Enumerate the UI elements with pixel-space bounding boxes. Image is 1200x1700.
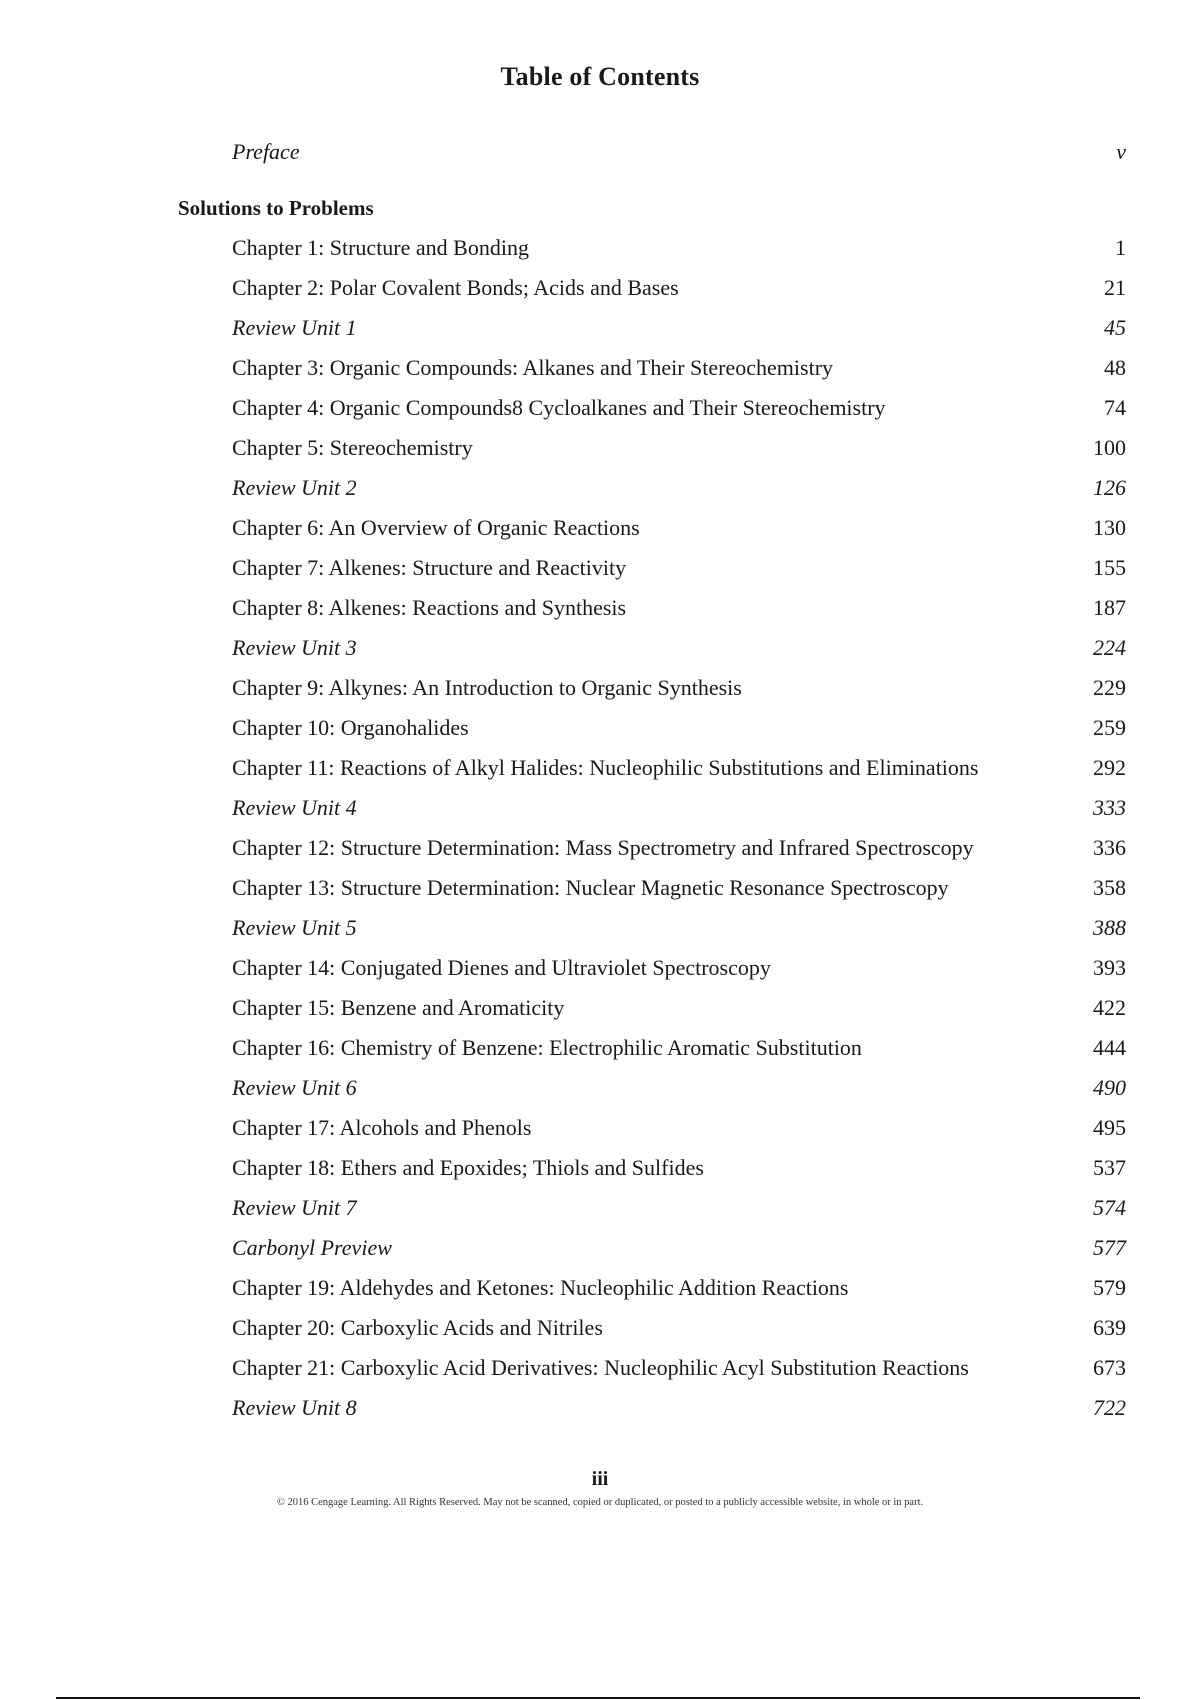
toc-entry-label: Review Unit 5 [232, 915, 357, 940]
toc-entry-page-number: 259 [1093, 715, 1126, 740]
toc-entry-page-number: 45 [1104, 315, 1126, 340]
toc-entry-page-number: 224 [1093, 635, 1126, 660]
toc-entry-label: Review Unit 7 [232, 1195, 357, 1220]
toc-entry-label: Chapter 20: Carboxylic Acids and Nitriles [232, 1315, 603, 1340]
toc-entry-page-number: 336 [1093, 835, 1126, 860]
toc-entry-page-number: 292 [1093, 755, 1126, 780]
toc-entry-label: Review Unit 4 [232, 795, 357, 820]
toc-entry-label: Chapter 14: Conjugated Dienes and Ultraviolet Spectroscopy [232, 955, 771, 980]
toc-entry [0, 1032, 1200, 1064]
toc-entry-label: Chapter 17: Alcohols and Phenols [232, 1115, 532, 1140]
toc-entry-label: Chapter 19: Aldehydes and Ketones: Nucleophilic Addition Reactions [232, 1275, 849, 1300]
toc-entry [0, 1392, 1200, 1424]
toc-entry-page-number: 358 [1093, 875, 1126, 900]
toc-entry [0, 752, 1200, 784]
toc-entry-page-number: 155 [1093, 555, 1126, 580]
toc-entry-label: Chapter 10: Organohalides [232, 715, 469, 740]
toc-entry [0, 272, 1200, 304]
toc-entry [0, 472, 1200, 504]
toc-entry-page-number: 229 [1093, 675, 1126, 700]
toc-entry-page-number: 722 [1093, 1395, 1126, 1420]
toc-entry-page-number: 639 [1093, 1315, 1126, 1340]
toc-entry-page-number: 422 [1093, 995, 1126, 1020]
toc-entry-page-number: 126 [1093, 475, 1126, 500]
toc-entry-label: Chapter 3: Organic Compounds: Alkanes and Their Stereochemistry [232, 355, 834, 380]
toc-entry-label: Chapter 11: Reactions of Alkyl Halides: Nucleophilic Substitutions and Eliminations [232, 755, 979, 780]
toc-entry-page-number: 21 [1104, 275, 1126, 300]
toc-entry [0, 672, 1200, 704]
toc-entry-page-number: 537 [1093, 1155, 1126, 1180]
toc-entry [0, 392, 1200, 424]
toc-entry [0, 872, 1200, 904]
section-heading: Solutions to Problems [178, 196, 374, 220]
toc-entry [0, 432, 1200, 464]
toc-entry-page-number: 48 [1104, 355, 1126, 380]
toc-entry [0, 632, 1200, 664]
toc-entry [0, 1192, 1200, 1224]
toc-entry-preface [0, 136, 1200, 168]
toc-entry-label: Review Unit 6 [232, 1075, 357, 1100]
toc-entry-page-number: 74 [1104, 395, 1126, 420]
toc-entry [0, 912, 1200, 944]
toc-entry-page-number: 333 [1093, 795, 1126, 820]
toc-entry [0, 1352, 1200, 1384]
toc-entry-label: Chapter 18: Ethers and Epoxides; Thiols and Sulfides [232, 1155, 704, 1180]
toc-entry-page-number: 100 [1093, 435, 1126, 460]
toc-entry-page-number: 130 [1093, 515, 1126, 540]
toc-entry [0, 1072, 1200, 1104]
toc-entry-label: Chapter 12: Structure Determination: Mass Spectrometry and Infrared Spectroscopy [232, 835, 974, 860]
toc-entry-label: Chapter 21: Carboxylic Acid Derivatives: Nucleophilic Acyl Substitution Reactions [232, 1355, 969, 1380]
toc-entry [0, 552, 1200, 584]
toc-entry [0, 1272, 1200, 1304]
toc-entry-label: Chapter 6: An Overview of Organic Reactions [232, 515, 640, 540]
toc-entry [0, 312, 1200, 344]
toc-entry [0, 512, 1200, 544]
toc-entry-page-number: 388 [1093, 915, 1126, 940]
copyright-notice: © 2016 Cengage Learning. All Rights Reserved. May not be scanned, copied or duplicated, or posted to a publicly accessible website, in whole or in part. [276, 1497, 924, 1508]
toc-entry [0, 712, 1200, 744]
toc-entry-page-number: 495 [1093, 1115, 1126, 1140]
toc-entry [0, 1312, 1200, 1344]
toc-entry [0, 992, 1200, 1024]
toc-entry-label: Chapter 5: Stereochemistry [232, 435, 473, 460]
page-folio: iii [591, 1468, 609, 1490]
toc-entry-page-number: 1 [1115, 235, 1126, 260]
toc-entry-label: Preface [232, 139, 300, 164]
toc-entry-page-number: 579 [1093, 1275, 1126, 1300]
toc-entry [0, 592, 1200, 624]
toc-entry-label: Chapter 13: Structure Determination: Nuclear Magnetic Resonance Spectroscopy [232, 875, 949, 900]
toc-entry-label: Chapter 9: Alkynes: An Introduction to Organic Synthesis [232, 675, 742, 700]
toc-entry-label: Chapter 2: Polar Covalent Bonds; Acids and Bases [232, 275, 679, 300]
toc-entry-page-number: 673 [1093, 1355, 1126, 1380]
toc-entry-page-number: 393 [1093, 955, 1126, 980]
toc-entry-label: Chapter 16: Chemistry of Benzene: Electrophilic Aromatic Substitution [232, 1035, 862, 1060]
toc-entry-page-number: 574 [1093, 1195, 1126, 1220]
toc-entry-page-number: 444 [1093, 1035, 1126, 1060]
toc-entry-label: Carbonyl Preview [232, 1235, 392, 1260]
toc-entry [0, 232, 1200, 264]
toc-entry [0, 1232, 1200, 1264]
toc-entry-label: Chapter 7: Alkenes: Structure and Reactivity [232, 555, 627, 580]
toc-entry-label: Review Unit 3 [232, 635, 357, 660]
toc-entry-label: Chapter 1: Structure and Bonding [232, 235, 529, 260]
toc-entry-label: Chapter 15: Benzene and Aromaticity [232, 995, 565, 1020]
toc-entry [0, 952, 1200, 984]
toc-entry-label: Review Unit 8 [232, 1395, 357, 1420]
toc-entry [0, 1112, 1200, 1144]
toc-entry-page-number: v [1116, 139, 1126, 164]
toc-entry-page-number: 187 [1093, 595, 1126, 620]
toc-entry [0, 352, 1200, 384]
toc-entry-page-number: 577 [1093, 1235, 1126, 1260]
toc-entry [0, 832, 1200, 864]
toc-entry-label: Chapter 8: Alkenes: Reactions and Synthesis [232, 595, 627, 620]
toc-entry [0, 792, 1200, 824]
toc-entry-page-number: 490 [1093, 1075, 1126, 1100]
toc-entry-label: Review Unit 2 [232, 475, 357, 500]
toc-entry-label: Chapter 4: Organic Compounds8 Cycloalkanes and Their Stereochemistry [232, 395, 886, 420]
toc-entry-label: Review Unit 1 [232, 315, 357, 340]
page-title: Table of Contents [500, 62, 700, 91]
toc-entry [0, 1152, 1200, 1184]
bottom-rule [56, 1697, 1140, 1699]
